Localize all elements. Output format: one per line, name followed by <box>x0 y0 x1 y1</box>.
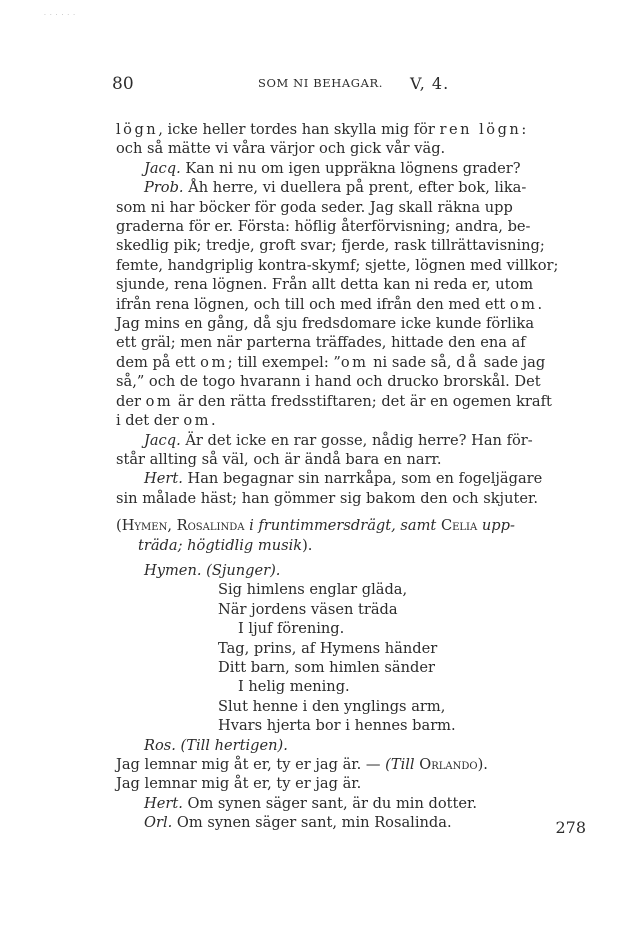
text-segment: , <box>167 517 177 535</box>
verse-text: I helig mening. <box>238 678 350 696</box>
text-segment: ifrån rena lögnen, och till och med ifrån den med ett <box>116 295 510 313</box>
text-segment: Åh herre, vi duellera på prent, efter bok, lika- <box>188 179 527 197</box>
song-verse-line <box>116 658 592 677</box>
dialogue-paragraph <box>116 431 592 470</box>
speaker-name: Hert. <box>144 794 183 812</box>
verse-text: Sig himlens englar gläda, <box>218 581 408 599</box>
dialogue-block <box>116 120 592 508</box>
text-segment: femte, handgriplig kontra-skymf; sjette, lögnen med villkor; <box>116 256 559 274</box>
text-segment: om <box>183 412 212 430</box>
text-segment: sjunde, rena lögnen. Från allt detta kan ni reda er, utom <box>116 276 534 294</box>
verse-text: I ljuf förening. <box>238 620 345 638</box>
text-segment: : <box>521 121 527 138</box>
text-segment: om <box>340 353 369 371</box>
text-segment: om <box>145 392 174 410</box>
text-segment: sin målade häst; han gömmer sig bakom den och skjuter. <box>116 489 538 507</box>
text-segment: då <box>456 353 480 371</box>
text-segment: i fruntimmersdrägt, samt <box>249 517 437 535</box>
stage-direction-inline: (Till hertigen). <box>180 736 288 754</box>
verse-text: Ditt barn, som himlen sänder <box>218 658 435 676</box>
text-segment: Jag mins en gång, då sju fredsdomare icke kunde förlika <box>116 315 535 333</box>
text-segment: står allting så väl, och är ändå bara en narr. <box>116 450 442 468</box>
dialogue-lines <box>116 755 592 794</box>
dialogue-paragraph <box>116 120 592 159</box>
speaker-name: Hert. <box>144 470 183 488</box>
scan-specks: · · · · · · <box>44 12 76 19</box>
text-segment: och så mätte vi våra värjor och gick vår väg. <box>116 140 446 158</box>
song-verse-line <box>116 697 592 716</box>
ending-dialogue-block <box>116 736 592 833</box>
text-segment: är den rätta fredsstiftaren; det är en ogemen kraft <box>173 392 552 410</box>
text-segment: Han begagnar sin narrkåpa, som en fogeljägare <box>187 470 543 488</box>
text-segment: Orlando <box>419 756 478 773</box>
speaker-name: Orl. <box>144 814 173 832</box>
song-verse-line <box>116 580 592 599</box>
verse-text: Tag, prins, af Hymens händer <box>218 639 438 657</box>
text-segment: ren lögn <box>439 121 522 138</box>
text-segment: Om synen säger sant, är du min dotter. <box>187 794 477 812</box>
text-segment: ; till exempel: ” <box>227 353 341 371</box>
speaker-name: Jacq. <box>144 431 181 449</box>
dialogue-paragraph <box>116 813 592 832</box>
act-scene-label: V, 4. <box>410 74 450 93</box>
verse-text: När jordens väsen träda <box>218 600 398 618</box>
text-segment: Celia <box>440 517 478 535</box>
dialogue-paragraph <box>116 178 592 430</box>
body-text <box>116 120 592 833</box>
song-heading <box>116 561 592 580</box>
page-number-bottom: 278 <box>555 818 586 837</box>
text-segment: Jag lemnar mig åt er, ty er jag är. <box>116 775 362 793</box>
text-segment: Om synen säger sant, min Rosalinda. <box>176 814 452 832</box>
text-segment: ni sade så, <box>368 353 457 371</box>
stage-direction <box>116 516 592 555</box>
text-segment: Är det icke en rar gosse, nådig herre? Han för- <box>185 431 533 449</box>
text-segment: . <box>537 295 543 313</box>
song-verse-line <box>116 716 592 735</box>
text-segment: sade jag <box>479 353 546 371</box>
song-verse-line <box>116 677 592 696</box>
text-segment: graderna för er. Första: höflig återförvisning; andra, be- <box>116 218 531 236</box>
text-segment: Jag lemnar mig åt er, ty er jag är. — <box>116 756 386 773</box>
dialogue-paragraph <box>116 736 592 755</box>
text-segment: om <box>200 353 228 371</box>
page-number-top: 80 <box>112 74 134 94</box>
verse-text: Hvars hjerta bor i hennes barm. <box>218 717 456 735</box>
stage-direction-block <box>116 516 592 555</box>
dialogue-paragraph <box>116 159 592 178</box>
song-verse-line <box>116 639 592 658</box>
speaker-name: Hymen. <box>144 561 202 579</box>
text-segment: Kan ni nu om igen uppräkna lögnens grader? <box>185 159 521 177</box>
song-direction: (Sjunger). <box>206 561 281 579</box>
dialogue-paragraph <box>116 794 592 813</box>
page-header <box>112 74 592 98</box>
text-segment: (Till <box>385 756 415 773</box>
text-segment: , icke heller tordes han skylla mig för <box>158 121 440 138</box>
text-segment: ett gräl; men när parterna träffades, hittade den ena af <box>116 334 526 352</box>
song-block <box>116 561 592 736</box>
text-segment: Hymen <box>121 517 168 535</box>
text-segment: ). <box>477 756 488 773</box>
text-segment: om <box>509 295 538 313</box>
song-verse-line <box>116 619 592 638</box>
text-segment: dem på ett <box>116 353 201 371</box>
dialogue-paragraph <box>116 469 592 508</box>
speaker-name: Ros. <box>144 736 176 754</box>
text-segment: der <box>116 392 146 410</box>
speaker-name: Prob. <box>144 179 184 197</box>
verse-text: Slut henne i den ynglings arm, <box>218 697 446 715</box>
text-segment: lögn <box>116 121 159 138</box>
speaker-name: Jacq. <box>144 159 181 177</box>
text-segment: träda; högtidlig musik <box>138 536 303 554</box>
text-segment: skedlig pik; tredje, groft svar; fjerde, rask tillrättavisning; <box>116 237 545 255</box>
text-segment: ). <box>302 536 313 554</box>
text-segment: i det der <box>116 412 184 430</box>
text-segment: upp- <box>481 517 515 535</box>
text-segment: så,” och de togo hvarann i hand och drucko brorskål. Det <box>116 373 541 391</box>
text-segment: . <box>211 412 216 430</box>
text-segment: ( <box>116 517 122 535</box>
running-title: SOM NI BEHAGAR. <box>258 76 383 90</box>
song-verse-line <box>116 600 592 619</box>
text-segment: Rosalinda <box>176 517 245 535</box>
text-segment: som ni har böcker för goda seder. Jag skall räkna upp <box>116 198 513 216</box>
